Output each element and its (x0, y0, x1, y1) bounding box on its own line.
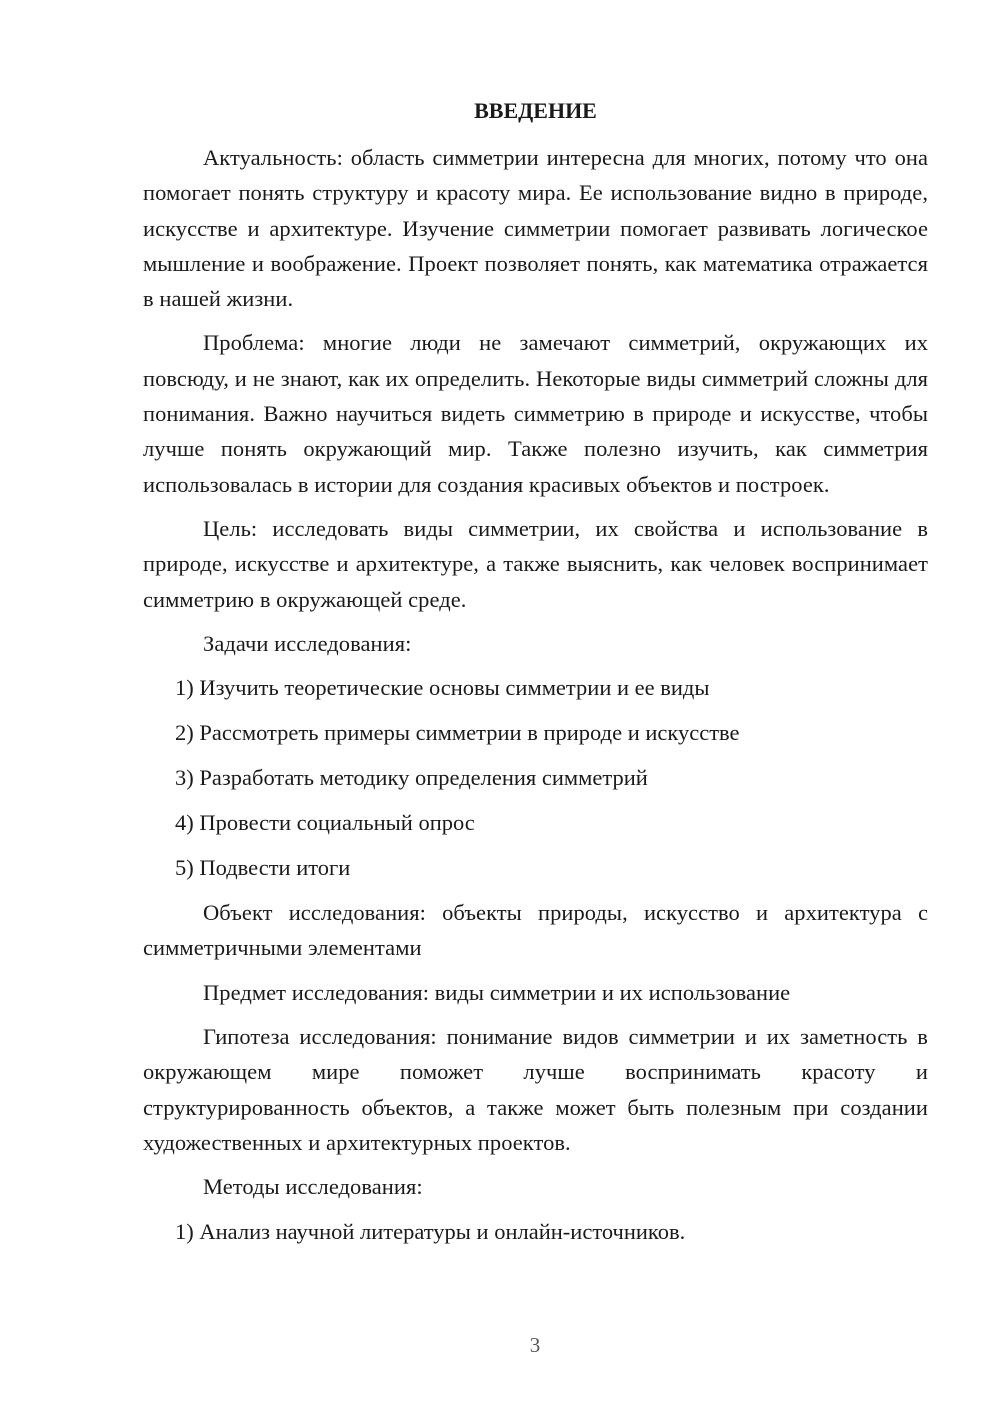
list-item: 1) Анализ научной литературы и онлайн-источников. (175, 1218, 686, 1244)
tasks-title: Задачи исследования: (203, 630, 412, 656)
problem-paragraph: Проблема: многие люди не замечают симметрий, окружающих их повсюду, и не знают, как их определить. Некоторые виды симметрий сложны для понимания. Важно научиться видеть симметрию в природе и искусстве, чтобы лучше понять окружающий мир. Также полезно изучить, как симметрия использовалась в истории для создания красивых объектов и построек. (143, 330, 928, 497)
tasks-list (143, 670, 928, 885)
methods-list (143, 1214, 928, 1249)
page-number: 3 (529, 1333, 541, 1357)
hypothesis-paragraph: Гипотеза исследования: понимание видов симметрии и их заметность в окружающем мире поможет лучше воспринимать красоту и структурированность объектов, а также может быть полезным при создании художественных и архитектурных проектов. (143, 1024, 928, 1155)
subject-paragraph: Предмет исследования: виды симметрии и их использование (203, 979, 791, 1005)
section-heading: ВВЕДЕНИЕ (474, 98, 597, 123)
list-item: 5) Подвести итоги (175, 855, 351, 881)
goal-paragraph: Цель: исследовать виды симметрии, их свойства и использование в природе, искусстве и архитектуре, а также выяснить, как человек воспринимает симметрию в окружающей среде. (143, 515, 928, 612)
object-paragraph: Объект исследования: объекты природы, искусство и архитектура с симметричными элементами (143, 900, 928, 961)
methods-title: Методы исследования: (203, 1174, 423, 1200)
list-item: 4) Провести социальный опрос (175, 810, 475, 836)
list-item: 1) Изучить теоретические основы симметрии и ее виды (175, 675, 710, 701)
relevance-paragraph: Актуальность: область симметрии интересна для многих, потому что она помогает понять структуру и красоту мира. Ее использование видно в природе, искусстве и архитектуре. Изучение симметрии помогает развивать логическое мышление и воображение. Проект позволяет понять, как математика отражается в нашей жизни. (143, 145, 928, 312)
list-item: 2) Рассмотреть примеры симметрии в природе и искусстве (175, 720, 740, 746)
document-page (143, 96, 928, 1259)
list-item: 3) Разработать методику определения симметрий (175, 765, 648, 791)
